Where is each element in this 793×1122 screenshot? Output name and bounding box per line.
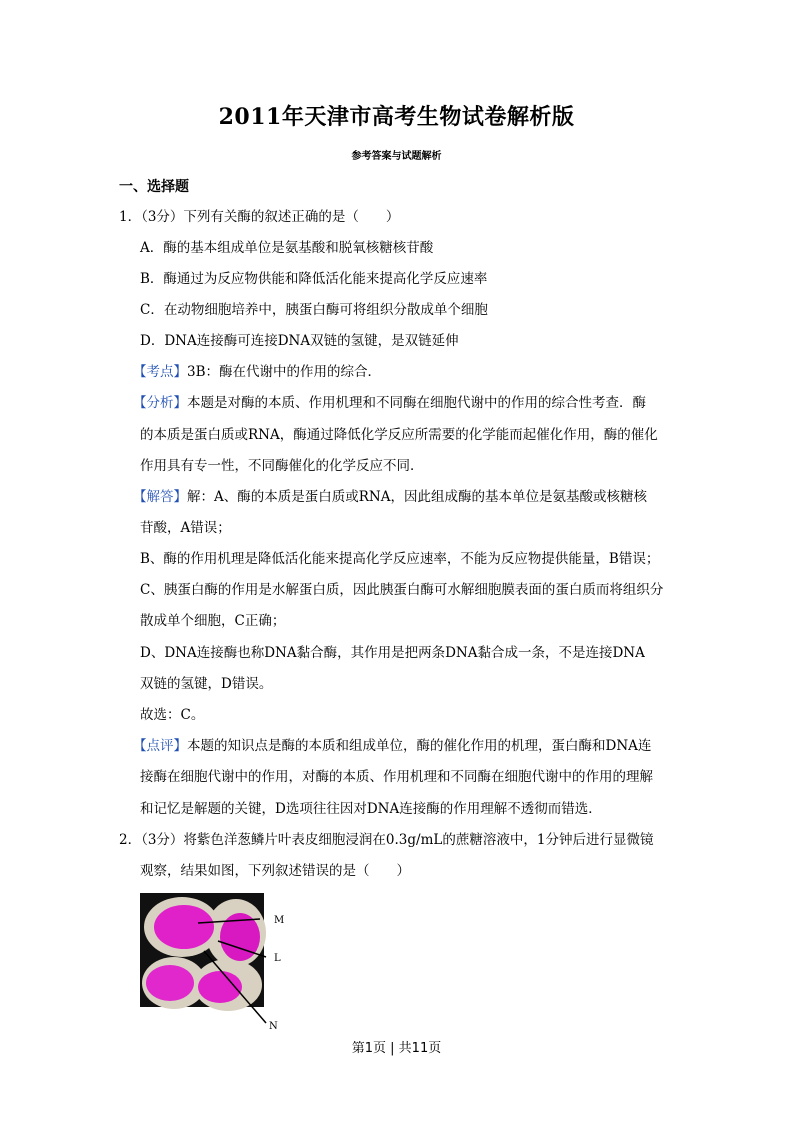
q1-stem: 1．（3分）下列有关酶的叙述正确的是（ ） — [119, 209, 400, 225]
section-heading: 一、选择题 — [119, 179, 189, 195]
jieda-line: 解：A、酶的本质是蛋白质或RNA，因此组成酶的基本单位是氨基酸或核糖核 — [187, 489, 647, 505]
onion-cell-micrograph — [140, 893, 290, 1033]
kaodian-text: 3B：酶在代谢中的作用的综合． — [187, 364, 382, 380]
q1-option-b: B．酶通过为反应物供能和降低活化能来提高化学反应速率 — [140, 271, 488, 287]
page-subtitle: 参考答案与试题解析 — [351, 151, 442, 162]
q2-stem-line: 观察，结果如图，下列叙述错误的是（ ） — [140, 863, 410, 879]
q1-option-a: A．酶的基本组成单位是氨基酸和脱氧核糖核苷酸 — [140, 240, 434, 256]
dianping-line: 本题的知识点是酶的本质和组成单位，酶的催化作用的机理，蛋白酶和DNA连 — [187, 738, 652, 754]
jieda-line: C、胰蛋白酶的作用是水解蛋白质，因此胰蛋白酶可水解细胞膜表面的蛋白质而将组织分 — [140, 582, 664, 598]
fenxi-line: 本题是对酶的本质、作用机理和不同酶在细胞代谢中的作用的综合性考查．酶 — [187, 395, 646, 411]
dianping-line: 和记忆是解题的关键，D选项往往因对DNA连接酶的作用理解不透彻而错选． — [140, 801, 602, 817]
label-l: L — [274, 953, 281, 964]
fenxi-line: 作用具有专一性，不同酶催化的化学反应不同． — [140, 458, 424, 474]
jieda-line: 苷酸，A错误； — [140, 520, 231, 536]
jieda-answer: 故选：C。 — [140, 707, 205, 723]
q1-fenxi — [133, 393, 646, 413]
q1-jieda — [133, 487, 647, 507]
q1-kaodian — [133, 362, 381, 382]
jieda-tag: 【解答】 — [133, 489, 187, 505]
q1-option-d: D．DNA连接酶可连接DNA双链的氢键，是双链延伸 — [140, 333, 459, 349]
page-footer: 第1页 | 共11页 — [351, 1041, 442, 1056]
fenxi-line: 的本质是蛋白质或RNA，酶通过降低化学反应所需要的化学能而起催化作用，酶的催化 — [140, 427, 658, 443]
jieda-line: D、DNA连接酶也称DNA黏合酶，其作用是把两条DNA黏合成一条，不是连接DNA — [140, 645, 645, 661]
jieda-line: 双链的氢键，D错误。 — [140, 676, 273, 692]
fenxi-tag: 【分析】 — [133, 395, 187, 411]
page-title: 2011年天津市高考生物试卷解析版 — [218, 104, 575, 130]
jieda-line: 散成单个细胞，C正确； — [140, 613, 286, 629]
jieda-line: B、酶的作用机理是降低活化能来提高化学反应速率，不能为反应物提供能量，B错误； — [140, 551, 660, 567]
q1-option-c: C．在动物细胞培养中，胰蛋白酶可将组织分散成单个细胞 — [140, 302, 488, 318]
q1-dianping — [133, 736, 651, 756]
kaodian-tag: 【考点】 — [133, 364, 187, 380]
q2-stem-line: 2．（3分）将紫色洋葱鳞片叶表皮细胞浸润在0.3g/mL的蔗糖溶液中，1分钟后进行显微镜 — [119, 832, 654, 848]
label-n: N — [269, 1021, 278, 1032]
dianping-tag: 【点评】 — [133, 738, 187, 754]
label-m: M — [274, 915, 285, 926]
dianping-line: 接酶在细胞代谢中的作用，对酶的本质、作用机理和不同酶在细胞代谢中的作用的理解 — [140, 769, 653, 785]
